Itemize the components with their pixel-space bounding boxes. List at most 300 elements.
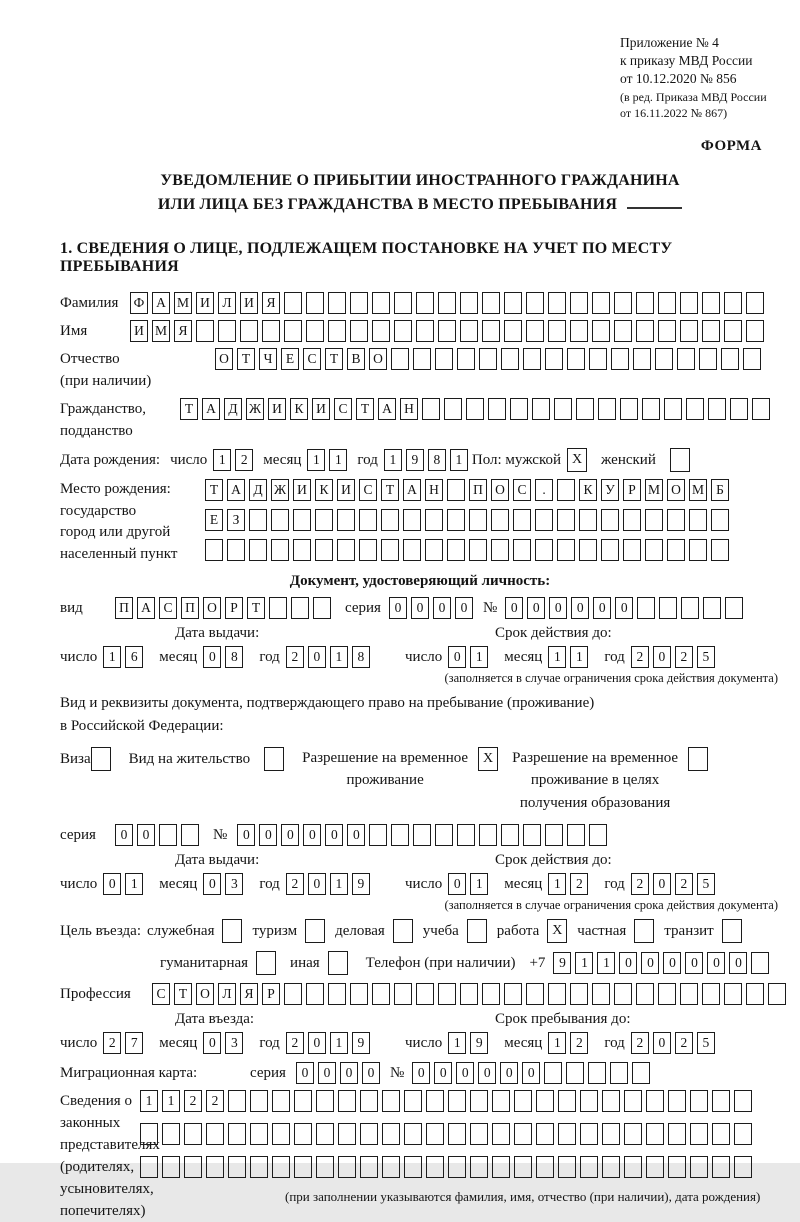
char-cell[interactable] (545, 824, 563, 846)
char-cell[interactable] (690, 1090, 708, 1112)
char-cell[interactable] (598, 398, 616, 420)
char-cell[interactable]: К (579, 479, 597, 501)
char-cell[interactable] (403, 509, 421, 531)
char-cell[interactable]: 0 (389, 597, 407, 619)
char-cell[interactable]: А (202, 398, 220, 420)
char-cell[interactable]: С (303, 348, 321, 370)
char-cell[interactable]: 9 (352, 873, 370, 895)
char-cell[interactable]: И (196, 292, 214, 314)
char-cell[interactable] (514, 1156, 532, 1178)
char-cell[interactable] (262, 320, 280, 342)
char-cell[interactable]: 0 (203, 646, 221, 668)
char-cell[interactable]: 0 (653, 646, 671, 668)
char-cell[interactable]: 8 (428, 449, 446, 471)
char-cell[interactable]: О (203, 597, 221, 619)
visa-checkbox[interactable] (91, 747, 111, 771)
char-cell[interactable] (592, 292, 610, 314)
char-cell[interactable]: 0 (522, 1062, 540, 1084)
char-cell[interactable] (444, 398, 462, 420)
char-cell[interactable]: 2 (286, 873, 304, 895)
char-cell[interactable]: Р (262, 983, 280, 1005)
char-cell[interactable]: 9 (553, 952, 571, 974)
char-cell[interactable]: 2 (235, 449, 253, 471)
char-cell[interactable] (328, 983, 346, 1005)
char-cell[interactable]: 1 (125, 873, 143, 895)
char-cell[interactable] (391, 824, 409, 846)
char-cell[interactable]: С (159, 597, 177, 619)
char-cell[interactable] (668, 1123, 686, 1145)
char-cell[interactable] (659, 597, 677, 619)
char-cell[interactable]: 9 (352, 1032, 370, 1054)
char-cell[interactable] (624, 1090, 642, 1112)
char-cell[interactable] (269, 597, 287, 619)
char-cell[interactable] (206, 1156, 224, 1178)
char-cell[interactable] (466, 398, 484, 420)
char-cell[interactable] (702, 320, 720, 342)
char-cell[interactable]: Ж (271, 479, 289, 501)
char-cell[interactable]: С (152, 983, 170, 1005)
char-cell[interactable] (447, 479, 465, 501)
char-cell[interactable] (181, 824, 199, 846)
char-cell[interactable] (457, 824, 475, 846)
char-cell[interactable] (425, 509, 443, 531)
char-cell[interactable] (667, 509, 685, 531)
char-cell[interactable]: 0 (455, 597, 473, 619)
char-cell[interactable]: 6 (125, 646, 143, 668)
char-cell[interactable]: 0 (571, 597, 589, 619)
char-cell[interactable]: . (535, 479, 553, 501)
char-cell[interactable]: 0 (203, 873, 221, 895)
char-cell[interactable] (686, 398, 704, 420)
char-cell[interactable] (620, 398, 638, 420)
char-cell[interactable] (291, 597, 309, 619)
char-cell[interactable] (271, 509, 289, 531)
char-cell[interactable] (272, 1123, 290, 1145)
char-cell[interactable] (426, 1123, 444, 1145)
char-cell[interactable] (535, 539, 553, 561)
char-cell[interactable] (426, 1156, 444, 1178)
sex-male-checkbox[interactable]: X (567, 448, 587, 472)
char-cell[interactable] (514, 1123, 532, 1145)
char-cell[interactable] (272, 1090, 290, 1112)
char-cell[interactable] (633, 348, 651, 370)
char-cell[interactable] (734, 1090, 752, 1112)
char-cell[interactable]: 1 (330, 873, 348, 895)
char-cell[interactable] (294, 1156, 312, 1178)
purpose-rabota-checkbox[interactable]: X (547, 919, 567, 943)
purpose-delovaya-checkbox[interactable] (393, 919, 413, 943)
char-cell[interactable] (611, 348, 629, 370)
char-cell[interactable]: 2 (631, 646, 649, 668)
char-cell[interactable]: С (334, 398, 352, 420)
char-cell[interactable]: А (137, 597, 155, 619)
char-cell[interactable] (614, 320, 632, 342)
char-cell[interactable]: И (130, 320, 148, 342)
char-cell[interactable]: 0 (707, 952, 725, 974)
char-cell[interactable] (580, 1090, 598, 1112)
char-cell[interactable]: 0 (478, 1062, 496, 1084)
purpose-ucheba-checkbox[interactable] (467, 919, 487, 943)
char-cell[interactable]: 2 (675, 873, 693, 895)
char-cell[interactable]: М (689, 479, 707, 501)
char-cell[interactable]: 3 (225, 1032, 243, 1054)
char-cell[interactable]: Д (249, 479, 267, 501)
char-cell[interactable] (646, 1123, 664, 1145)
char-cell[interactable]: 9 (470, 1032, 488, 1054)
char-cell[interactable] (646, 1156, 664, 1178)
char-cell[interactable] (602, 1123, 620, 1145)
char-cell[interactable] (532, 398, 550, 420)
char-cell[interactable]: 2 (184, 1090, 202, 1112)
char-cell[interactable] (404, 1123, 422, 1145)
char-cell[interactable] (448, 1123, 466, 1145)
char-cell[interactable]: Р (623, 479, 641, 501)
char-cell[interactable]: 5 (697, 646, 715, 668)
char-cell[interactable]: 1 (450, 449, 468, 471)
char-cell[interactable]: П (181, 597, 199, 619)
char-cell[interactable] (548, 292, 566, 314)
char-cell[interactable]: 0 (303, 824, 321, 846)
char-cell[interactable] (548, 983, 566, 1005)
char-cell[interactable]: 0 (448, 646, 466, 668)
char-cell[interactable] (250, 1090, 268, 1112)
char-cell[interactable] (523, 348, 541, 370)
char-cell[interactable] (526, 983, 544, 1005)
char-cell[interactable] (721, 348, 739, 370)
char-cell[interactable] (294, 1123, 312, 1145)
char-cell[interactable]: Т (205, 479, 223, 501)
char-cell[interactable]: 0 (281, 824, 299, 846)
char-cell[interactable]: И (240, 292, 258, 314)
char-cell[interactable] (513, 509, 531, 531)
char-cell[interactable] (240, 320, 258, 342)
char-cell[interactable] (492, 1090, 510, 1112)
char-cell[interactable] (294, 1090, 312, 1112)
char-cell[interactable]: 0 (615, 597, 633, 619)
char-cell[interactable]: А (152, 292, 170, 314)
char-cell[interactable] (382, 1156, 400, 1178)
char-cell[interactable] (372, 983, 390, 1005)
purpose-sluzhebnaya-checkbox[interactable] (222, 919, 242, 943)
char-cell[interactable] (249, 509, 267, 531)
char-cell[interactable]: 1 (548, 873, 566, 895)
char-cell[interactable] (482, 292, 500, 314)
char-cell[interactable] (677, 348, 695, 370)
char-cell[interactable]: 2 (206, 1090, 224, 1112)
char-cell[interactable]: А (227, 479, 245, 501)
char-cell[interactable] (196, 320, 214, 342)
char-cell[interactable] (360, 1090, 378, 1112)
char-cell[interactable] (448, 1156, 466, 1178)
char-cell[interactable] (250, 1156, 268, 1178)
char-cell[interactable]: 5 (697, 1032, 715, 1054)
char-cell[interactable] (681, 597, 699, 619)
char-cell[interactable]: 0 (549, 597, 567, 619)
char-cell[interactable] (501, 824, 519, 846)
char-cell[interactable] (523, 824, 541, 846)
char-cell[interactable] (382, 1090, 400, 1112)
char-cell[interactable]: О (491, 479, 509, 501)
char-cell[interactable] (668, 1090, 686, 1112)
char-cell[interactable] (504, 983, 522, 1005)
char-cell[interactable]: О (369, 348, 387, 370)
char-cell[interactable]: 0 (308, 646, 326, 668)
char-cell[interactable]: 0 (308, 1032, 326, 1054)
char-cell[interactable] (271, 539, 289, 561)
char-cell[interactable] (470, 1156, 488, 1178)
char-cell[interactable] (548, 320, 566, 342)
char-cell[interactable] (272, 1156, 290, 1178)
char-cell[interactable] (425, 539, 443, 561)
char-cell[interactable]: Р (225, 597, 243, 619)
char-cell[interactable] (623, 539, 641, 561)
char-cell[interactable] (391, 348, 409, 370)
char-cell[interactable] (712, 1156, 730, 1178)
purpose-tranzit-checkbox[interactable] (722, 919, 742, 943)
char-cell[interactable] (658, 320, 676, 342)
char-cell[interactable] (690, 1156, 708, 1178)
char-cell[interactable] (293, 509, 311, 531)
char-cell[interactable] (284, 320, 302, 342)
char-cell[interactable]: Л (218, 983, 236, 1005)
char-cell[interactable] (645, 509, 663, 531)
char-cell[interactable]: Ф (130, 292, 148, 314)
char-cell[interactable] (624, 1123, 642, 1145)
char-cell[interactable]: 1 (213, 449, 231, 471)
char-cell[interactable]: 0 (456, 1062, 474, 1084)
char-cell[interactable]: Д (224, 398, 242, 420)
char-cell[interactable]: 0 (593, 597, 611, 619)
char-cell[interactable] (636, 983, 654, 1005)
char-cell[interactable] (227, 539, 245, 561)
char-cell[interactable]: 1 (470, 646, 488, 668)
char-cell[interactable] (438, 320, 456, 342)
char-cell[interactable]: З (227, 509, 245, 531)
char-cell[interactable]: 1 (575, 952, 593, 974)
char-cell[interactable]: 1 (448, 1032, 466, 1054)
char-cell[interactable] (228, 1156, 246, 1178)
char-cell[interactable] (730, 398, 748, 420)
char-cell[interactable] (680, 292, 698, 314)
char-cell[interactable]: Т (174, 983, 192, 1005)
char-cell[interactable]: Я (174, 320, 192, 342)
char-cell[interactable] (566, 1062, 584, 1084)
char-cell[interactable] (602, 1090, 620, 1112)
char-cell[interactable] (526, 292, 544, 314)
char-cell[interactable]: 1 (548, 1032, 566, 1054)
char-cell[interactable] (592, 320, 610, 342)
char-cell[interactable]: 0 (318, 1062, 336, 1084)
char-cell[interactable]: И (293, 479, 311, 501)
char-cell[interactable] (313, 597, 331, 619)
char-cell[interactable] (680, 983, 698, 1005)
char-cell[interactable] (554, 398, 572, 420)
char-cell[interactable] (636, 320, 654, 342)
char-cell[interactable] (711, 509, 729, 531)
char-cell[interactable] (479, 348, 497, 370)
char-cell[interactable]: И (337, 479, 355, 501)
char-cell[interactable] (482, 320, 500, 342)
char-cell[interactable] (372, 320, 390, 342)
char-cell[interactable] (689, 509, 707, 531)
char-cell[interactable]: К (315, 479, 333, 501)
char-cell[interactable] (610, 1062, 628, 1084)
char-cell[interactable] (768, 983, 786, 1005)
char-cell[interactable]: 1 (307, 449, 325, 471)
char-cell[interactable]: О (196, 983, 214, 1005)
char-cell[interactable] (637, 597, 655, 619)
char-cell[interactable] (360, 1156, 378, 1178)
char-cell[interactable]: 2 (631, 873, 649, 895)
char-cell[interactable]: Ж (246, 398, 264, 420)
char-cell[interactable] (369, 824, 387, 846)
char-cell[interactable] (491, 539, 509, 561)
char-cell[interactable] (184, 1123, 202, 1145)
char-cell[interactable] (601, 539, 619, 561)
char-cell[interactable]: 2 (103, 1032, 121, 1054)
char-cell[interactable] (206, 1123, 224, 1145)
char-cell[interactable] (284, 983, 302, 1005)
char-cell[interactable]: 8 (225, 646, 243, 668)
char-cell[interactable] (394, 320, 412, 342)
char-cell[interactable]: 1 (330, 646, 348, 668)
char-cell[interactable] (140, 1156, 158, 1178)
char-cell[interactable]: 0 (115, 824, 133, 846)
char-cell[interactable]: 1 (140, 1090, 158, 1112)
char-cell[interactable] (580, 1156, 598, 1178)
char-cell[interactable] (645, 539, 663, 561)
char-cell[interactable]: 8 (352, 646, 370, 668)
char-cell[interactable] (416, 320, 434, 342)
char-cell[interactable]: Ч (259, 348, 277, 370)
char-cell[interactable] (228, 1090, 246, 1112)
char-cell[interactable] (394, 983, 412, 1005)
char-cell[interactable] (734, 1123, 752, 1145)
char-cell[interactable]: М (152, 320, 170, 342)
char-cell[interactable]: И (312, 398, 330, 420)
char-cell[interactable] (422, 398, 440, 420)
char-cell[interactable] (623, 509, 641, 531)
char-cell[interactable]: 2 (286, 646, 304, 668)
char-cell[interactable] (580, 1123, 598, 1145)
char-cell[interactable]: 0 (308, 873, 326, 895)
char-cell[interactable]: 0 (500, 1062, 518, 1084)
char-cell[interactable] (558, 1156, 576, 1178)
char-cell[interactable] (381, 539, 399, 561)
char-cell[interactable]: 0 (340, 1062, 358, 1084)
char-cell[interactable] (469, 539, 487, 561)
char-cell[interactable]: А (378, 398, 396, 420)
char-cell[interactable] (228, 1123, 246, 1145)
char-cell[interactable] (658, 292, 676, 314)
char-cell[interactable] (725, 597, 743, 619)
char-cell[interactable] (576, 398, 594, 420)
char-cell[interactable] (492, 1156, 510, 1178)
char-cell[interactable]: 0 (347, 824, 365, 846)
char-cell[interactable]: В (347, 348, 365, 370)
char-cell[interactable] (526, 320, 544, 342)
char-cell[interactable] (724, 320, 742, 342)
char-cell[interactable]: 0 (527, 597, 545, 619)
char-cell[interactable]: 2 (631, 1032, 649, 1054)
char-cell[interactable]: Е (281, 348, 299, 370)
char-cell[interactable] (338, 1123, 356, 1145)
char-cell[interactable] (491, 509, 509, 531)
char-cell[interactable] (435, 824, 453, 846)
char-cell[interactable] (567, 824, 585, 846)
char-cell[interactable] (218, 320, 236, 342)
char-cell[interactable] (708, 398, 726, 420)
char-cell[interactable] (658, 983, 676, 1005)
char-cell[interactable] (752, 398, 770, 420)
char-cell[interactable] (372, 292, 390, 314)
char-cell[interactable] (328, 292, 346, 314)
char-cell[interactable]: Т (381, 479, 399, 501)
char-cell[interactable] (724, 292, 742, 314)
char-cell[interactable]: 0 (237, 824, 255, 846)
char-cell[interactable] (589, 824, 607, 846)
char-cell[interactable] (579, 509, 597, 531)
char-cell[interactable] (588, 1062, 606, 1084)
char-cell[interactable] (668, 1156, 686, 1178)
char-cell[interactable] (438, 983, 456, 1005)
char-cell[interactable]: 1 (329, 449, 347, 471)
char-cell[interactable] (557, 539, 575, 561)
char-cell[interactable] (416, 292, 434, 314)
char-cell[interactable]: Я (262, 292, 280, 314)
char-cell[interactable] (642, 398, 660, 420)
char-cell[interactable]: 1 (548, 646, 566, 668)
char-cell[interactable] (162, 1123, 180, 1145)
char-cell[interactable] (381, 509, 399, 531)
char-cell[interactable]: Т (325, 348, 343, 370)
char-cell[interactable]: 1 (162, 1090, 180, 1112)
char-cell[interactable]: М (174, 292, 192, 314)
char-cell[interactable] (589, 348, 607, 370)
char-cell[interactable] (426, 1090, 444, 1112)
char-cell[interactable] (513, 539, 531, 561)
char-cell[interactable] (751, 952, 769, 974)
char-cell[interactable]: 0 (259, 824, 277, 846)
char-cell[interactable] (602, 1156, 620, 1178)
char-cell[interactable] (479, 824, 497, 846)
char-cell[interactable] (457, 348, 475, 370)
char-cell[interactable] (448, 1090, 466, 1112)
char-cell[interactable] (403, 539, 421, 561)
char-cell[interactable]: 1 (597, 952, 615, 974)
char-cell[interactable] (536, 1090, 554, 1112)
char-cell[interactable]: 2 (675, 646, 693, 668)
char-cell[interactable]: 2 (570, 873, 588, 895)
char-cell[interactable] (703, 597, 721, 619)
char-cell[interactable] (350, 320, 368, 342)
char-cell[interactable] (624, 1156, 642, 1178)
char-cell[interactable] (636, 292, 654, 314)
char-cell[interactable]: 0 (433, 597, 451, 619)
char-cell[interactable]: У (601, 479, 619, 501)
char-cell[interactable]: А (403, 479, 421, 501)
char-cell[interactable] (558, 1090, 576, 1112)
char-cell[interactable] (567, 348, 585, 370)
char-cell[interactable] (570, 320, 588, 342)
temp-residence-checkbox[interactable]: X (478, 747, 498, 771)
char-cell[interactable] (284, 292, 302, 314)
char-cell[interactable] (350, 292, 368, 314)
char-cell[interactable] (416, 983, 434, 1005)
char-cell[interactable] (746, 983, 764, 1005)
char-cell[interactable]: К (290, 398, 308, 420)
char-cell[interactable] (702, 983, 720, 1005)
